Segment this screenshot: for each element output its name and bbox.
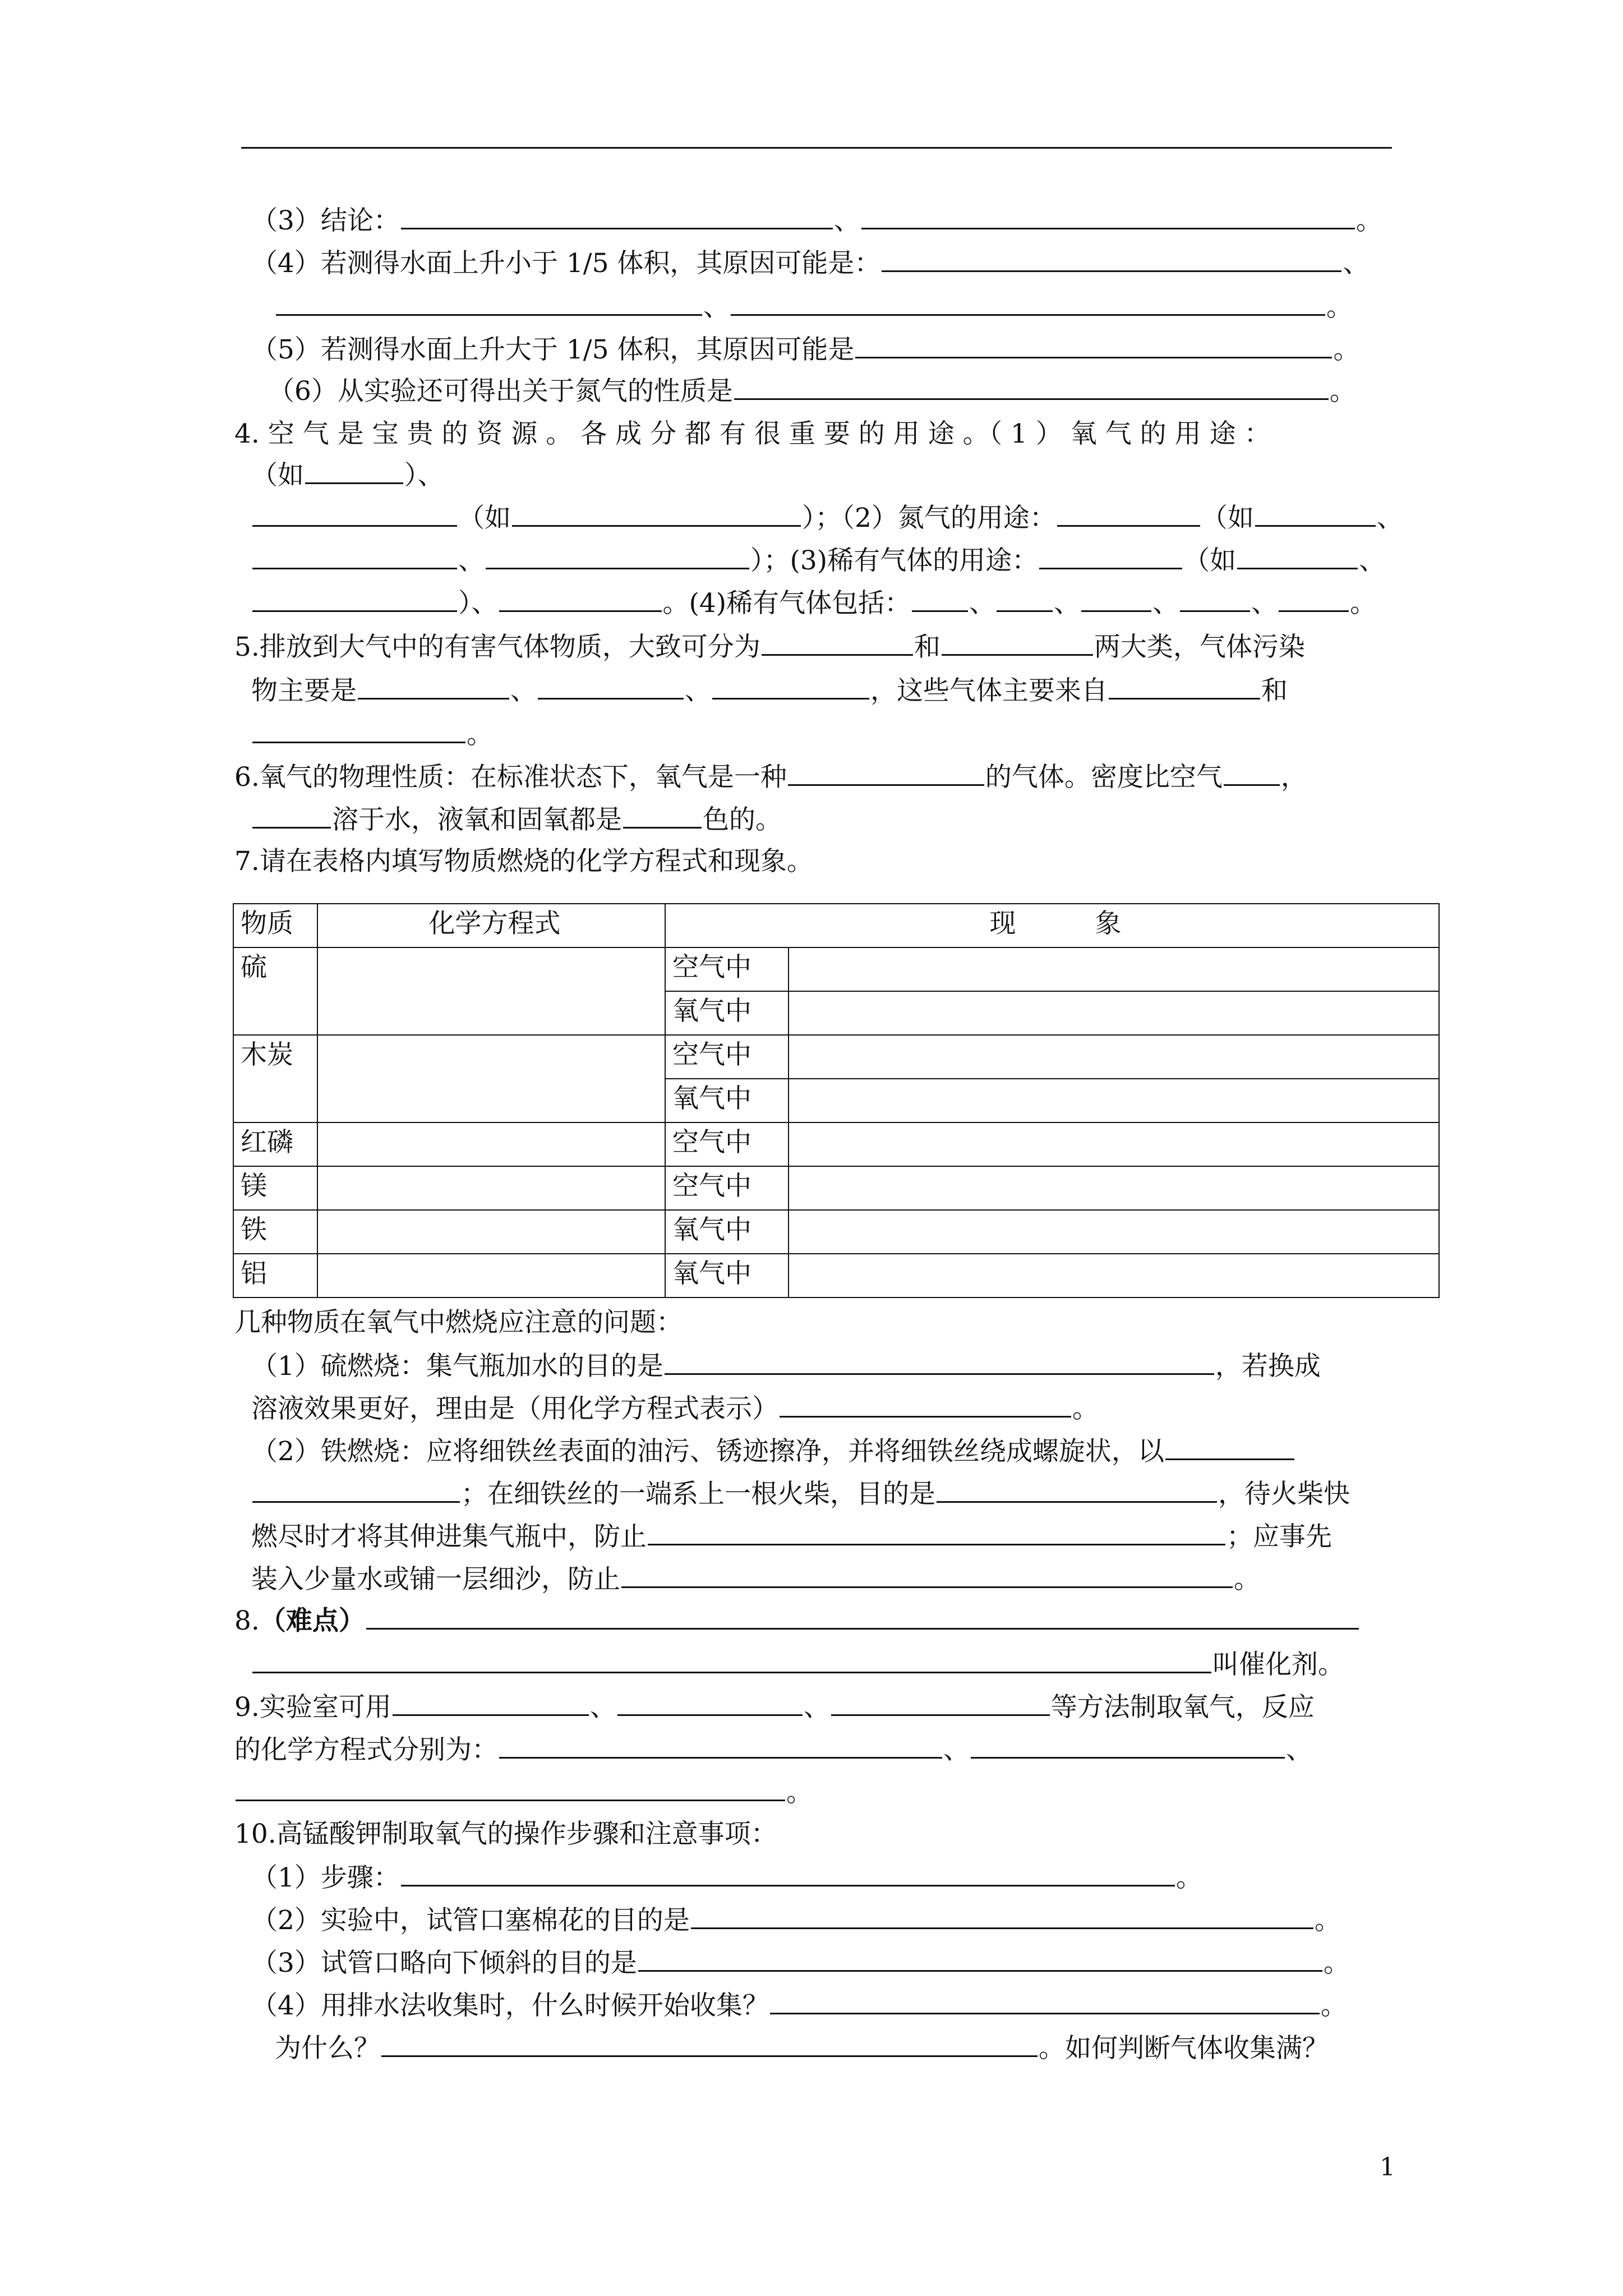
- blank[interactable]: [499, 1732, 942, 1759]
- blank[interactable]: [731, 289, 1325, 316]
- page-number: 1: [1380, 2153, 1395, 2182]
- q4-line-2: （如 ）、: [251, 458, 444, 494]
- blank[interactable]: [401, 203, 833, 229]
- blank[interactable]: [486, 543, 749, 569]
- table-header-row: [233, 904, 1439, 947]
- blank[interactable]: [780, 1391, 1071, 1418]
- blank[interactable]: [1057, 500, 1200, 527]
- blank[interactable]: [712, 673, 869, 700]
- blank[interactable]: [381, 2031, 1038, 2057]
- blank[interactable]: [691, 1903, 1313, 1929]
- phenomenon-cell[interactable]: [789, 1210, 1439, 1254]
- blank[interactable]: [665, 1349, 1214, 1375]
- q5-line-1: 5.排放到大气中的有害气体物质，大致可分为 和 两大类，气体污染: [234, 629, 1305, 665]
- blank[interactable]: [788, 760, 984, 786]
- q6-line-1: 6.氧气的物理性质：在标准状态下，氧气是一种 的气体。密度比空气 ，: [234, 760, 1307, 795]
- blank[interactable]: [997, 586, 1053, 612]
- iron-note-4: 装入少量水或铺一层细沙，防止 。: [251, 1562, 1260, 1598]
- blank[interactable]: [1039, 543, 1182, 569]
- blank[interactable]: [1237, 543, 1358, 569]
- q10-title: 10.高锰酸钾制取氧气的操作步骤和注意事项：: [234, 1819, 777, 1849]
- header-substance: 物质: [233, 904, 317, 947]
- q6-line-2: 溶于水，液氧和固氧都是 色的。: [251, 802, 782, 838]
- blank[interactable]: [937, 1476, 1217, 1503]
- blank[interactable]: [512, 500, 801, 527]
- condition-cell: 氧气中: [665, 991, 789, 1035]
- blank[interactable]: [621, 1562, 1233, 1588]
- substance-cell: 硫: [233, 947, 317, 1035]
- phenomenon-cell[interactable]: [789, 1035, 1439, 1079]
- blank[interactable]: [236, 1775, 785, 1801]
- blank[interactable]: [252, 1476, 460, 1503]
- condition-cell: 氧气中: [665, 1210, 789, 1254]
- substance-cell: 铁: [233, 1210, 317, 1254]
- blank[interactable]: [942, 629, 1093, 656]
- blank[interactable]: [276, 289, 702, 316]
- iron-note-2: ；在细铁丝的一端系上一根火柴，目的是 ，待火柴快: [251, 1476, 1350, 1512]
- q8-line-2: 叫催化剂。: [251, 1647, 1344, 1683]
- q9-line-1: 9.实验室可用 、 、 等方法制取氧气，反应: [234, 1690, 1315, 1726]
- blank[interactable]: [252, 500, 457, 527]
- condition-cell: 空气中: [665, 1166, 789, 1210]
- blank[interactable]: [855, 332, 1332, 358]
- blank[interactable]: [1255, 500, 1376, 527]
- conclusion-line: （3）结论： 、 。: [251, 203, 1382, 239]
- blank[interactable]: [1224, 760, 1280, 786]
- blank[interactable]: [252, 586, 457, 612]
- blank[interactable]: [648, 1519, 1225, 1545]
- equation-cell[interactable]: [317, 1254, 665, 1297]
- condition-cell: 空气中: [665, 947, 789, 991]
- condition-cell: 氧气中: [665, 1254, 789, 1297]
- phenomenon-cell[interactable]: [789, 1122, 1439, 1166]
- phenomenon-cell[interactable]: [789, 947, 1439, 991]
- blank[interactable]: [305, 458, 403, 484]
- substance-cell: 红磷: [233, 1122, 317, 1166]
- q9-line-3: 。: [234, 1775, 813, 1811]
- combustion-table: [233, 903, 1440, 1298]
- q4-line-1: 4. 空 气 是 宝 贵 的 资 源 。 各 成 分 都 有 很 重 要 的 用 途 。（ 1 ） 氧 气 的 用 途 ：: [234, 418, 1271, 449]
- table-row: [233, 1035, 1439, 1079]
- header-phenomenon: 现 象: [665, 904, 1439, 947]
- substance-cell: 镁: [233, 1166, 317, 1210]
- blank[interactable]: [831, 1690, 1050, 1716]
- blank[interactable]: [358, 673, 509, 700]
- blank[interactable]: [912, 586, 968, 612]
- nitrogen-property-line: （6）从实验还可得出关于氮气的性质是 。: [268, 374, 1356, 409]
- notes-title: 几种物质在氧气中燃烧应注意的问题：: [234, 1307, 683, 1338]
- table-row: [233, 1210, 1439, 1254]
- blank[interactable]: [252, 1647, 1211, 1673]
- q10-step-1: （1）步骤： 。: [251, 1860, 1202, 1896]
- blank[interactable]: [393, 1690, 589, 1716]
- blank[interactable]: [1165, 1434, 1294, 1460]
- q9-line-2: 的化学方程式分别为： 、 、: [234, 1732, 1312, 1768]
- phenomenon-cell[interactable]: [789, 1166, 1439, 1210]
- q10-step-3: （3）试管口略向下倾斜的目的是 。: [251, 1945, 1350, 1981]
- table-row: [233, 1166, 1439, 1210]
- header-equation: 化学方程式: [317, 904, 665, 947]
- blank[interactable]: [538, 673, 684, 700]
- table-row: [233, 947, 1439, 991]
- blank[interactable]: [1109, 673, 1260, 700]
- blank[interactable]: [623, 802, 702, 829]
- reason-less-line: （4）若测得水面上升小于 1/5 体积，其原因可能是： 、: [251, 246, 1369, 282]
- blank[interactable]: [770, 1988, 1320, 2014]
- q8-line-1: 8.（难点）: [234, 1603, 1360, 1639]
- q7-instruction: 7.请在表格内填写物质燃烧的化学方程式和现象。: [234, 846, 813, 877]
- equation-cell[interactable]: [317, 1210, 665, 1254]
- blank[interactable]: [1081, 586, 1151, 612]
- phenomenon-cell[interactable]: [789, 1079, 1439, 1122]
- blank[interactable]: [1279, 586, 1349, 612]
- sulfur-note-2: 溶液效果更好，理由是（用化学方程式表示） 。: [251, 1391, 1099, 1427]
- iron-note-3: 燃尽时才将其伸进集气瓶中，防止 ；应事先: [251, 1519, 1332, 1555]
- equation-cell[interactable]: [317, 1035, 665, 1122]
- blank[interactable]: [252, 802, 331, 829]
- header-rule: [241, 147, 1392, 149]
- blank[interactable]: [617, 1690, 803, 1716]
- blank[interactable]: [762, 629, 913, 656]
- blank[interactable]: [252, 717, 465, 743]
- blank[interactable]: [499, 586, 662, 612]
- reason-less-line-2: 、 。: [275, 289, 1353, 325]
- q5-line-2: 物主要是 、 、 ，这些气体主要来自 和: [251, 673, 1288, 709]
- condition-cell: 氧气中: [665, 1079, 789, 1122]
- q4-line-5: ）、 。(4)稀有气体包括： 、 、 、 、 。: [251, 586, 1376, 622]
- blank[interactable]: [971, 1732, 1285, 1759]
- phenomenon-cell[interactable]: [789, 991, 1439, 1035]
- reason-more-line: （5）若测得水面上升大于 1/5 体积，其原因可能是 。: [251, 332, 1359, 368]
- q5-line-3: 。: [251, 717, 493, 753]
- table-row: [233, 1122, 1439, 1166]
- table-row: [233, 1254, 1439, 1297]
- substance-cell: 木炭: [233, 1035, 317, 1122]
- q10-step-4: （4）用排水法收集时，什么时候开始收集？ 。: [251, 1988, 1347, 2024]
- equation-cell[interactable]: [317, 1122, 665, 1166]
- phenomenon-cell[interactable]: [789, 1254, 1439, 1297]
- q4-line-4: 、 ）；(3)稀有气体的用途： （如 、: [251, 543, 1385, 579]
- equation-cell[interactable]: [317, 1166, 665, 1210]
- blank[interactable]: [252, 543, 457, 569]
- blank[interactable]: [1180, 586, 1250, 612]
- condition-cell: 空气中: [665, 1122, 789, 1166]
- sulfur-note-1: （1）硫燃烧：集气瓶加水的目的是 ，若换成: [251, 1349, 1321, 1384]
- equation-cell[interactable]: [317, 947, 665, 1035]
- q10-step-2: （2）实验中，试管口塞棉花的目的是 。: [251, 1903, 1341, 1939]
- q10-step-5: 为什么？ 。如何判断气体收集满？: [275, 2031, 1329, 2067]
- condition-cell: 空气中: [665, 1035, 789, 1079]
- blank[interactable]: [366, 1603, 1359, 1630]
- substance-cell: 铝: [233, 1254, 317, 1297]
- blank[interactable]: [882, 246, 1341, 272]
- blank[interactable]: [734, 374, 1329, 400]
- iron-note-1: （2）铁燃烧：应将细铁丝表面的油污、锈迹擦净，并将细铁丝绕成螺旋状，以: [251, 1434, 1295, 1470]
- blank[interactable]: [401, 1860, 1175, 1887]
- blank[interactable]: [861, 203, 1355, 229]
- blank[interactable]: [638, 1945, 1322, 1972]
- q4-line-3: （如 ）；（2）氮气的用途： （如 、: [251, 500, 1403, 536]
